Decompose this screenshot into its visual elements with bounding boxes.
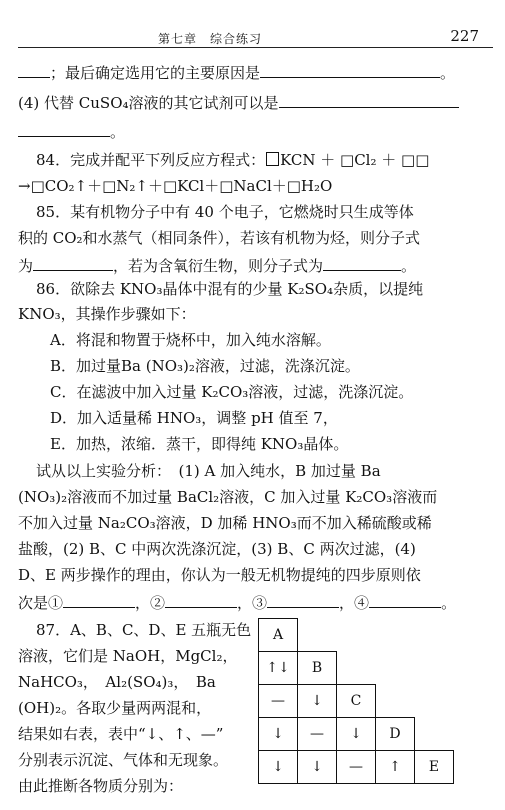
question-84 [36,150,429,170]
text-line: 分别表示沉淀、气体和无现象。 [18,751,229,769]
table-cell: ↑ [376,751,415,784]
table-cell-empty [376,619,415,652]
text-line: D、E 两步操作的理由，你认为一般无机物提纯的四步原则依 [18,566,421,584]
table-cell: ↓ [298,751,337,784]
equation-line: →□CO₂↑＋□N₂↑＋□KCl＋□NaCl＋□H₂O [18,177,333,195]
table-row [259,718,454,751]
question-87: 87．A、B、C、D、E 五瓶无色 [36,621,252,639]
table-cell-empty [337,652,376,685]
chapter-title: 第七章 综合练习 [158,32,263,46]
punct: 。 [440,64,456,82]
punct: 。 [441,594,457,612]
line-text: ；最后确定选用它的主要原因是 [50,64,261,82]
answer-blank[interactable] [279,91,459,108]
table-cell: B [298,652,337,685]
table-cell: ↓ [259,751,298,784]
step-a: A．将混和物置于烧杯中，加入纯水溶解。 [50,331,331,349]
text-line: 不加入过量 Na₂CO₃溶液，D 加稀 HNO₃而不加入稀硫酸或稀 [18,514,432,532]
text-line [18,120,125,142]
reaction-table [258,618,454,784]
answer-blank[interactable] [323,254,401,271]
coefficient-box[interactable] [266,152,279,166]
line-text: ，② [135,594,166,612]
table-cell-empty [415,652,454,685]
step-d: D．加入适量稀 HNO₃，调整 pH 值至 7， [50,409,338,427]
table-cell: — [337,751,376,784]
text-line: 盐酸，(2) B、C 中两次洗涤沉淀，(3) B、C 两次过滤，(4) [18,540,416,558]
line-text: 84．完成并配平下列反应方程式： [36,151,266,169]
answer-blank[interactable] [267,591,339,608]
line-text: ，③ [237,594,268,612]
table-cell: ↓ [298,685,337,718]
text-line: 积的 CO₂和水蒸气（相同条件），若该有机物为烃，则分子式 [18,229,421,247]
text-line [18,254,416,276]
question-86: 86．欲除去 KNO₃晶体中混有的少量 K₂SO₄杂质，以提纯 [36,280,424,298]
table-cell: — [259,685,298,718]
table-row [259,751,454,784]
page-number: 227 [450,27,479,45]
text-line: KNO₃，其操作步骤如下： [18,305,196,323]
answer-blank[interactable] [63,591,135,608]
table-cell: ↑↓ [259,652,298,685]
equation-text: KCN ＋ □Cl₂ ＋ □□ [280,151,430,169]
text-line: (OH)₂。各取少量两两混和， [18,699,212,717]
text-line [18,591,456,613]
table-cell-empty [415,619,454,652]
line-text: (4) 代替 CuSO₄溶液的其它试剂可以是 [18,94,279,112]
text-line [18,91,459,113]
line-text: 为 [18,257,34,275]
table-cell: A [259,619,298,652]
table-row [259,685,454,718]
step-c: C．在滤波中加入过量 K₂CO₃溶液，过滤，洗涤沉淀。 [50,383,414,401]
text-line: 试从以上实验分析： (1) A 加入纯水，B 加过量 Ba [36,462,381,480]
question-85: 85．某有机物分子中有 40 个电子，它燃烧时只生成等体 [36,203,414,221]
answer-blank[interactable] [33,254,113,271]
table-cell: ↓ [259,718,298,751]
text-line [18,61,455,83]
table-cell: D [376,718,415,751]
step-e: E．加热，浓缩．蒸干，即得纯 KNO₃晶体。 [50,435,349,453]
text-line: 结果如右表，表中“↓、↑、—” [18,725,224,743]
table-cell-empty [376,685,415,718]
punct: 。 [110,123,126,141]
line-text: ，④ [339,594,370,612]
table-cell: — [298,718,337,751]
punct: 。 [401,257,417,275]
table-cell: C [337,685,376,718]
table-cell: ↓ [337,718,376,751]
table-cell-empty [415,685,454,718]
text-line: NaHCO₃， Al₂(SO₄)₃， Ba [18,673,216,691]
step-b: B．加过量Ba (NO₃)₂溶液，过滤，洗涤沉淀。 [50,357,360,375]
line-text: ，若为含氧衍生物，则分子式为 [113,257,324,275]
table-cell-empty [415,718,454,751]
answer-blank[interactable] [260,61,440,78]
answer-blank[interactable] [18,120,110,137]
table-row [259,619,454,652]
table-row [259,652,454,685]
line-text: 次是① [18,594,64,612]
answer-blank[interactable] [369,591,441,608]
table-cell-empty [337,619,376,652]
text-line: 溶液，它们是 NaOH，MgCl₂， [18,647,238,665]
table-cell: E [415,751,454,784]
text-line: 由此推断各物质分别为： [18,777,184,795]
table-cell-empty [298,619,337,652]
table-cell-empty [376,652,415,685]
answer-blank[interactable] [165,591,237,608]
text-line: (NO₃)₂溶液而不加过量 BaCl₂溶液，C 加入过量 K₂CO₃溶液而 [18,488,438,506]
answer-blank[interactable] [18,61,50,78]
page-header [18,27,493,48]
